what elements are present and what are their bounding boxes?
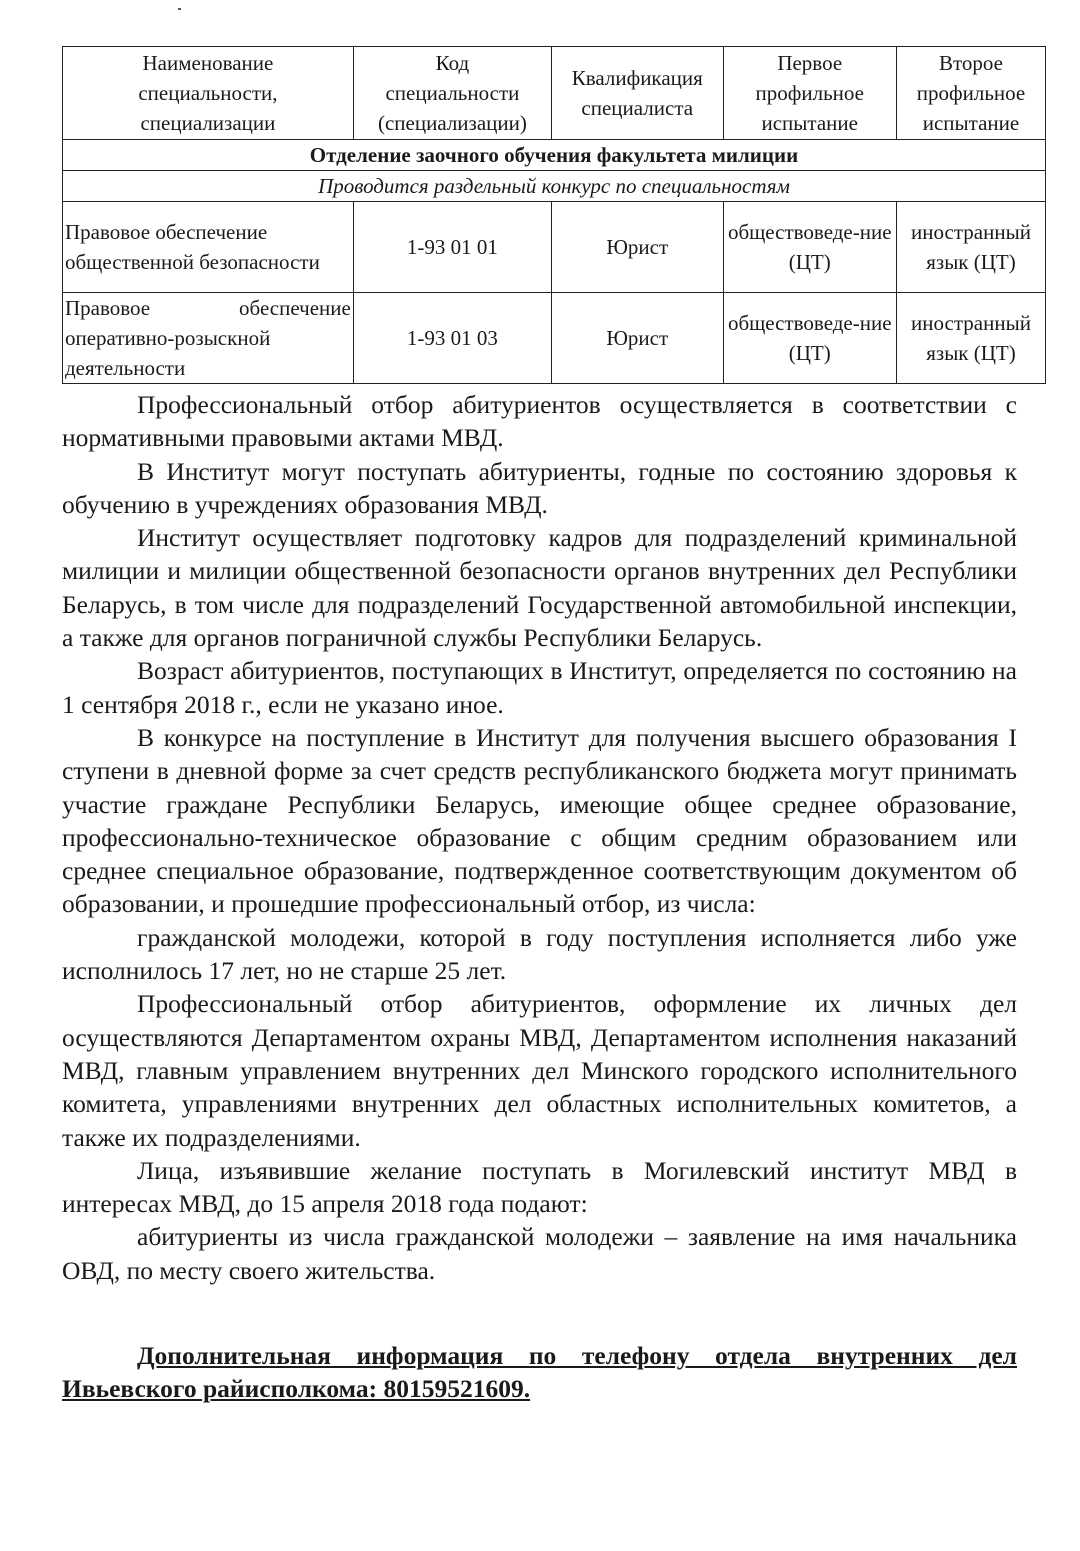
scan-speck [178, 8, 181, 10]
header-specialty-code [353, 47, 551, 140]
contact-info: Дополнительная информация по телефону отдела внутренних дел Ивьевского райисполкома: 80159521609. [62, 1341, 1017, 1404]
header-line: Второе [938, 51, 1003, 75]
header-line: профильное [755, 81, 864, 105]
qualification: Юрист [552, 293, 724, 384]
first-exam: обществоведе-ние (ЦТ) [723, 293, 896, 384]
header-line: Первое [777, 51, 843, 75]
paragraph: Профессиональный отбор абитуриентов, оформление их личных дел осуществляются Департаментом охраны МВД, Департаментом исполнения наказаний МВД, главным управлением внутренних дел Минского городского исполнительного комитета, управлениями внутренних дел областных исполнительных комитетов, а также их подразделениями. [62, 989, 1017, 1152]
header-second-exam [896, 47, 1045, 140]
table-header-row [63, 47, 1046, 140]
section-title: Отделение заочного обучения факультета милиции [63, 140, 1046, 171]
header-line: специалиста [581, 96, 694, 120]
paragraph: В Институт могут поступать абитуриенты, годные по состоянию здоровья к обучению в учреждениях образования МВД. [62, 456, 1017, 519]
paragraph: абитуриенты из числа гражданской молодежи – заявление на имя начальника ОВД, по месту своего жительства. [62, 1222, 1017, 1285]
qualification: Юрист [552, 202, 724, 293]
paragraph: Возраст абитуриентов, поступающих в Институт, определяется по состоянию на 1 сентября 2018 г., если не указано иное. [62, 656, 1017, 719]
header-line: специальности [385, 81, 520, 105]
paragraph: гражданской молодежи, которой в году поступления исполняется либо уже исполнилось 17 лет, но не старше 25 лет. [62, 922, 1017, 986]
header-first-exam [723, 47, 896, 140]
header-line: испытание [761, 111, 858, 135]
table-row [63, 293, 1046, 384]
header-qualification [552, 47, 724, 140]
header-line: (специализации) [377, 111, 527, 135]
second-exam: иностранный язык (ЦТ) [896, 293, 1045, 384]
header-line: специализации [140, 111, 276, 135]
header-line: испытание [922, 111, 1020, 135]
header-line: Наименование [142, 51, 274, 75]
header-line: Квалификация [571, 66, 703, 90]
header-specialty-name [63, 47, 354, 140]
table-row [63, 202, 1046, 293]
header-line: профильное [916, 81, 1026, 105]
specialty-name: Правовое обеспечение общественной безопасности [63, 202, 354, 293]
specialty-name: Правовое обеспечение оперативно-розыскной деятельности [63, 293, 354, 384]
body-text [62, 388, 1017, 1287]
specialty-code: 1-93 01 03 [353, 293, 551, 384]
document-page [62, 46, 1031, 1405]
second-exam: иностранный язык (ЦТ) [896, 202, 1045, 293]
first-exam: обществоведе-ние (ЦТ) [723, 202, 896, 293]
header-line: специальности, [138, 81, 278, 105]
specialties-table [62, 46, 1046, 384]
paragraph: Институт осуществляет подготовку кадров для подразделений криминальной милиции и милиции общественной безопасности органов внутренних дел Республики Беларусь, в том числе для подразделений Государственной автомобильной инспекции, а также для органов пограничной службы Республики Беларусь. [62, 523, 1017, 653]
section-row [63, 140, 1046, 171]
header-line: Код [435, 51, 470, 75]
paragraph: В конкурсе на поступление в Институт для получения высшего образования I ступени в дневной форме за счет средств республиканского бюджета могут принимать участие граждане Республики Беларусь, имеющие общее среднее образование, профессионально-техническое образование с общим средним образованием или среднее специальное образование, подтвержденное соответствующим документом об образовании, и прошедшие профессиональный отбор, из числа: [62, 722, 1017, 919]
note-row [63, 171, 1046, 202]
paragraph: Лица, изъявившие желание поступать в Могилевский институт МВД в интересах МВД, до 15 апреля 2018 года подают: [62, 1155, 1017, 1219]
competition-note: Проводится раздельный конкурс по специальностям [63, 171, 1046, 202]
specialty-code: 1-93 01 01 [353, 202, 551, 293]
paragraph: Профессиональный отбор абитуриентов осуществляется в соответствии с нормативными правовыми актами МВД. [62, 390, 1017, 453]
